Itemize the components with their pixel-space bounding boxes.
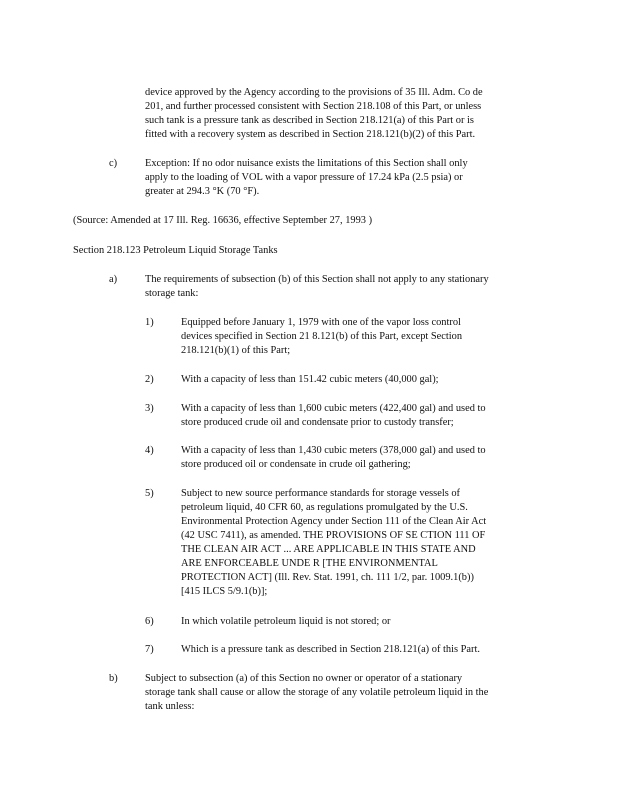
text-line: such tank is a pressure tank as described in Section 218.121(a) of this Part or is	[145, 115, 474, 126]
text-line: petroleum liquid, 40 CFR 60, as regulations promulgated by the U.S.	[181, 502, 468, 513]
text-line: (42 USC 7411), as amended. THE PROVISIONS OF SE CTION 111 OF	[181, 530, 486, 541]
text-line: With a capacity of less than 1,600 cubic meters (422,400 gal) and used to	[181, 403, 486, 414]
text-line: Which is a pressure tank as described in Section 218.121(a) of this Part.	[181, 644, 480, 655]
item-a-label: a)	[109, 274, 118, 285]
text-line: Subject to new source performance standards for storage vessels of	[181, 488, 461, 499]
text-line: Equipped before January 1, 1979 with one of the vapor loss control	[181, 317, 461, 328]
text-line: greater at 294.3 °K (70 °F).	[145, 186, 260, 197]
text-line: Environmental Protection Agency under Section 111 of the Clean Air Act	[181, 516, 487, 527]
continuation-paragraph	[145, 86, 483, 142]
text-line: store produced oil or condensate in crude oil gathering;	[181, 459, 411, 470]
text-line: tank unless:	[145, 701, 195, 712]
text-line: storage tank:	[145, 288, 199, 299]
text-line: With a capacity of less than 151.42 cubic meters (40,000 gal);	[181, 374, 439, 385]
text-line: Subject to subsection (a) of this Section no owner or operator of a stationary	[145, 673, 463, 684]
sub-item-5-text	[181, 487, 486, 599]
text-line: devices specified in Section 21 8.121(b) of this Part, except Section	[181, 331, 463, 342]
sub-item-7-text	[181, 643, 480, 657]
source-note: (Source: Amended at 17 Ill. Reg. 16636, effective September 27, 1993 )	[73, 215, 373, 226]
sub-item-2-label: 2)	[145, 374, 154, 385]
text-line: device approved by the Agency according to the provisions of 35 Ill. Adm. Co de	[145, 87, 483, 98]
item-c-text	[145, 157, 468, 199]
sub-item-1-text	[181, 316, 462, 358]
text-line: 218.121(b)(1) of this Part;	[181, 345, 291, 356]
text-line: apply to the loading of VOL with a vapor pressure of 17.24 kPa (2.5 psia) or	[145, 172, 463, 183]
text-line: In which volatile petroleum liquid is not stored; or	[181, 616, 391, 627]
text-line: ARE ENFORCEABLE UNDE R [THE ENVIRONMENTAL	[181, 558, 438, 569]
sub-item-3-label: 3)	[145, 403, 154, 414]
sub-item-3-text	[181, 402, 486, 430]
sub-item-6-text	[181, 615, 391, 629]
text-line: fitted with a recovery system as described in Section 218.121(b)(2) of this Part.	[145, 129, 476, 140]
text-line: [415 ILCS 5/9.1(b)];	[181, 586, 268, 597]
text-line: PROTECTION ACT] (Ill. Rev. Stat. 1991, ch. 111 1/2, par. 1009.1(b))	[181, 572, 474, 583]
text-line: With a capacity of less than 1,430 cubic meters (378,000 gal) and used to	[181, 445, 486, 456]
text-line: storage tank shall cause or allow the storage of any volatile petroleum liquid in the	[145, 687, 489, 698]
section-heading: Section 218.123 Petroleum Liquid Storage Tanks	[73, 245, 278, 256]
text-line: The requirements of subsection (b) of this Section shall not apply to any stationary	[145, 274, 489, 285]
item-c-label: c)	[109, 158, 118, 169]
sub-item-4-text	[181, 444, 486, 472]
sub-item-4-label: 4)	[145, 445, 154, 456]
sub-item-7-label: 7)	[145, 644, 154, 655]
sub-item-6-label: 6)	[145, 616, 154, 627]
sub-item-1-label: 1)	[145, 317, 154, 328]
text-line: 201, and further processed consistent with Section 218.108 of this Part, or unless	[145, 101, 482, 112]
item-b-label: b)	[109, 673, 118, 684]
item-a-text	[145, 273, 489, 301]
item-b-text	[145, 672, 488, 714]
sub-item-5-label: 5)	[145, 488, 154, 499]
sub-item-2-text	[181, 373, 439, 387]
text-line: THE CLEAN AIR ACT ... ARE APPLICABLE IN THIS STATE AND	[181, 544, 476, 555]
text-line: store produced crude oil and condensate prior to custody transfer;	[181, 417, 454, 428]
text-line: Exception: If no odor nuisance exists the limitations of this Section shall only	[145, 158, 468, 169]
